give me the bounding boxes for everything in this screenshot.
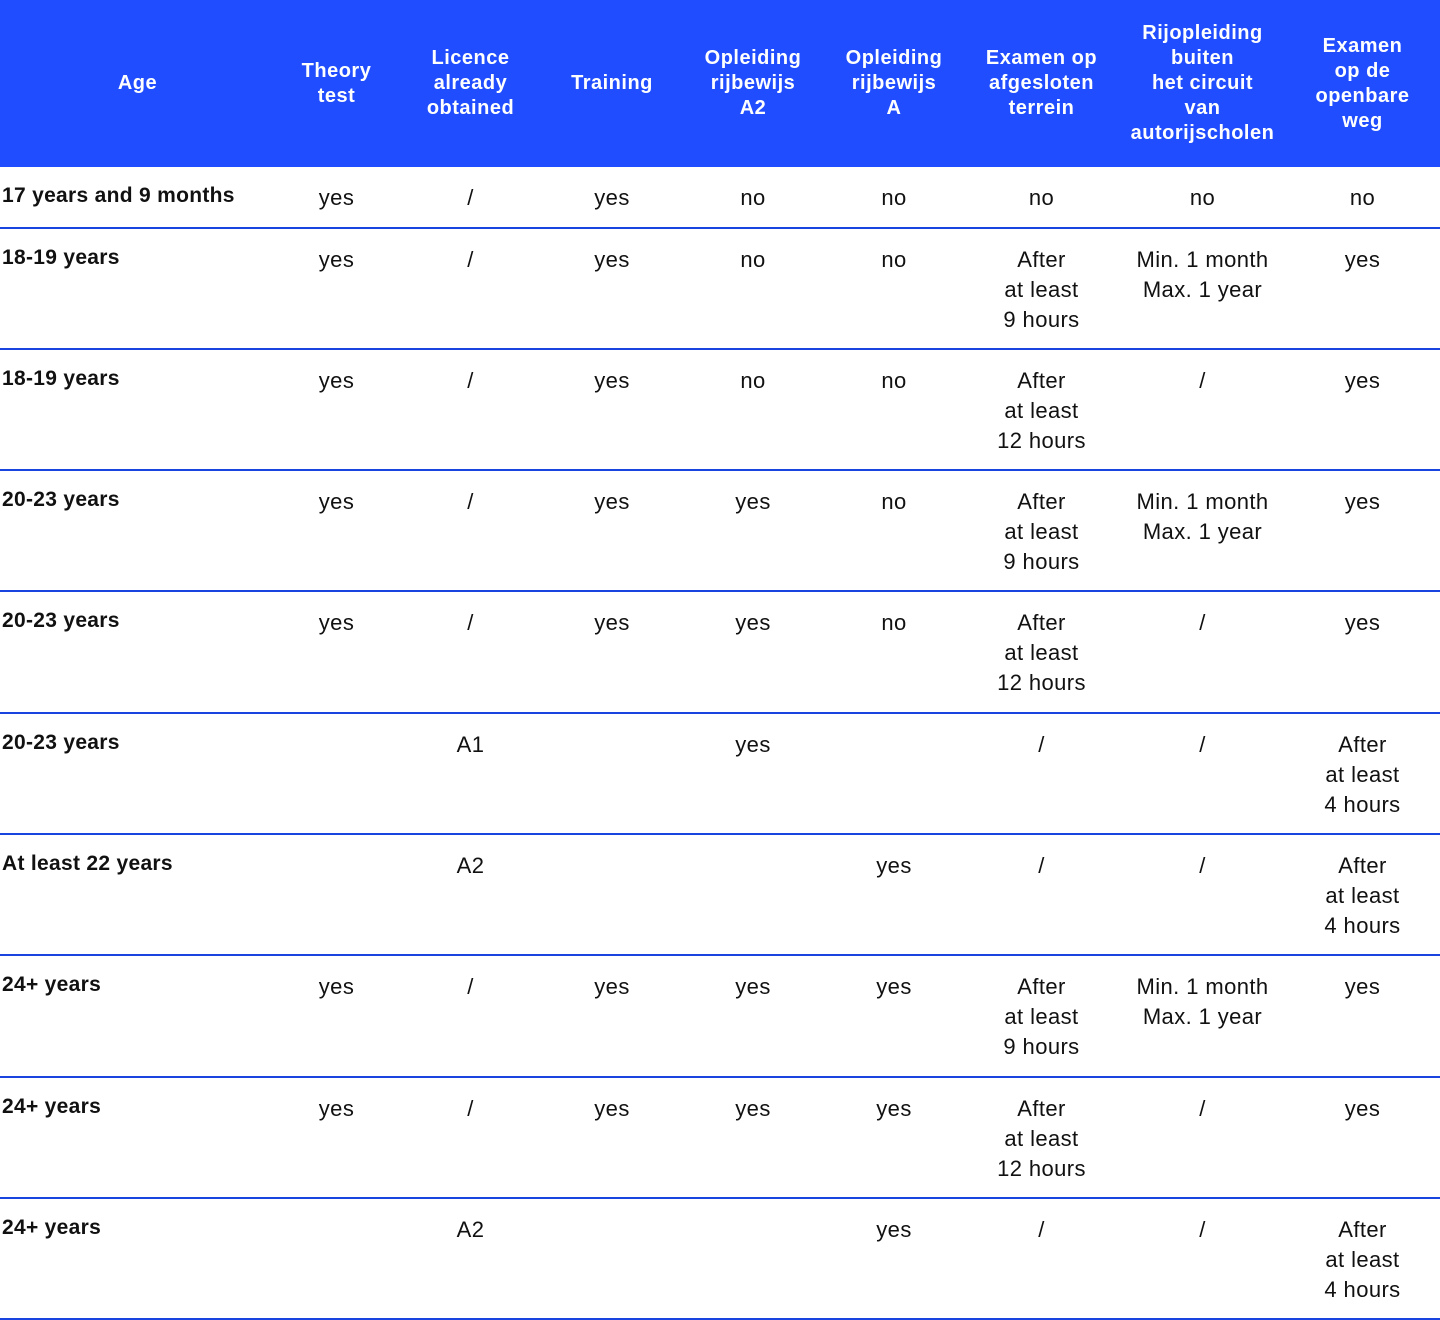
cell-age: 20-23 years [2, 731, 120, 754]
cell-opleiding-a: yes [876, 853, 912, 878]
cell-examen-afgesloten-terrein: After at least 9 hours [1003, 247, 1080, 332]
cell-age: At least 22 years [2, 852, 173, 875]
table-row [0, 167, 1440, 229]
cell-licence-already-obtained: / [467, 610, 474, 635]
header-examen-afgesloten-terrein: Examen op afgesloten terrein [985, 47, 1098, 119]
header-training: Training [571, 72, 653, 94]
table-row [0, 592, 1440, 714]
cell-training: yes [594, 489, 630, 514]
cell-examen-afgesloten-terrein: no [1028, 185, 1055, 210]
cell-theory-test: yes [318, 974, 355, 999]
cell-examen-openbare-weg: yes [1344, 974, 1381, 999]
cell-opleiding-a: no [881, 610, 907, 635]
cell-opleiding-a: yes [876, 974, 912, 999]
table-header [0, 0, 1440, 167]
cell-licence-already-obtained: / [467, 368, 474, 393]
table-row [0, 471, 1440, 592]
header-opleiding-a: Opleiding rijbewijs A [845, 47, 943, 119]
cell-opleiding-a2: no [740, 247, 766, 272]
cell-opleiding-a: no [881, 247, 907, 272]
cell-age: 17 years and 9 months [2, 184, 235, 207]
table-row [0, 714, 1440, 835]
cell-age: 24+ years [2, 1095, 102, 1118]
cell-training [543, 835, 681, 851]
cell-opleiding-a: no [881, 368, 907, 393]
cell-theory-test [275, 1199, 398, 1215]
cell-examen-afgesloten-terrein: After at least 9 hours [1003, 489, 1080, 574]
cell-licence-already-obtained: A1 [456, 732, 485, 757]
cell-age: 20-23 years [2, 488, 120, 511]
cell-examen-openbare-weg: no [1349, 185, 1376, 210]
cell-rijopleiding-buiten-circuit: / [1199, 610, 1206, 635]
cell-rijopleiding-buiten-circuit: / [1199, 853, 1206, 878]
cell-opleiding-a2: yes [735, 1096, 771, 1121]
header-opleiding-a2: Opleiding rijbewijs A2 [704, 47, 802, 119]
cell-theory-test: yes [318, 185, 355, 210]
cell-examen-openbare-weg: yes [1344, 610, 1381, 635]
cell-opleiding-a [825, 714, 963, 730]
cell-examen-afgesloten-terrein: / [1038, 732, 1045, 757]
cell-examen-openbare-weg: yes [1344, 1096, 1381, 1121]
header-theory-test: Theory test [301, 59, 372, 107]
cell-theory-test: yes [318, 610, 355, 635]
cell-age: 18-19 years [2, 367, 120, 390]
cell-opleiding-a2 [681, 835, 825, 851]
cell-examen-afgesloten-terrein: After at least 12 hours [997, 1096, 1086, 1181]
cell-rijopleiding-buiten-circuit: Min. 1 month Max. 1 year [1136, 489, 1269, 544]
cell-theory-test: yes [318, 1096, 355, 1121]
cell-rijopleiding-buiten-circuit: Min. 1 month Max. 1 year [1136, 247, 1269, 302]
cell-examen-afgesloten-terrein: / [1038, 853, 1045, 878]
cell-age: 18-19 years [2, 246, 120, 269]
cell-training [543, 714, 681, 730]
cell-training: yes [594, 1096, 630, 1121]
cell-licence-already-obtained: A2 [456, 853, 485, 878]
cell-licence-already-obtained: A2 [456, 1217, 485, 1242]
cell-examen-afgesloten-terrein: After at least 9 hours [1003, 974, 1080, 1059]
cell-examen-afgesloten-terrein: After at least 12 hours [997, 368, 1086, 453]
cell-licence-already-obtained: / [467, 489, 474, 514]
cell-licence-already-obtained: / [467, 185, 474, 210]
cell-licence-already-obtained: / [467, 1096, 474, 1121]
table-row [0, 350, 1440, 471]
cell-examen-openbare-weg: After at least 4 hours [1324, 732, 1401, 817]
cell-examen-afgesloten-terrein: After at least 12 hours [997, 610, 1086, 695]
cell-opleiding-a2 [681, 1199, 825, 1215]
table-row [0, 229, 1440, 350]
cell-training: yes [594, 247, 630, 272]
cell-licence-already-obtained: / [467, 247, 474, 272]
cell-training: yes [594, 610, 630, 635]
cell-rijopleiding-buiten-circuit: / [1199, 368, 1206, 393]
cell-opleiding-a2: yes [735, 489, 771, 514]
header-licence-already-obtained: Licence already obtained [426, 47, 515, 119]
cell-training: yes [594, 185, 630, 210]
header-age: Age [117, 72, 158, 94]
cell-training [543, 1199, 681, 1215]
cell-rijopleiding-buiten-circuit: / [1199, 1217, 1206, 1242]
cell-rijopleiding-buiten-circuit: / [1199, 732, 1206, 757]
cell-theory-test: yes [318, 489, 355, 514]
cell-licence-already-obtained: / [467, 974, 474, 999]
cell-examen-afgesloten-terrein: / [1038, 1217, 1045, 1242]
cell-theory-test [275, 835, 398, 851]
cell-rijopleiding-buiten-circuit: Min. 1 month Max. 1 year [1136, 974, 1269, 1029]
table-row [0, 1199, 1440, 1320]
cell-opleiding-a: no [881, 185, 907, 210]
cell-opleiding-a2: yes [735, 610, 771, 635]
cell-opleiding-a: yes [876, 1096, 912, 1121]
cell-age: 20-23 years [2, 609, 120, 632]
cell-examen-openbare-weg: yes [1344, 368, 1381, 393]
cell-theory-test: yes [318, 368, 355, 393]
table-row [0, 835, 1440, 956]
cell-rijopleiding-buiten-circuit: / [1199, 1096, 1206, 1121]
table-row [0, 956, 1440, 1078]
cell-theory-test: yes [318, 247, 355, 272]
cell-opleiding-a2: yes [735, 732, 771, 757]
cell-opleiding-a2: yes [735, 974, 771, 999]
cell-training: yes [594, 368, 630, 393]
cell-examen-openbare-weg: yes [1344, 247, 1381, 272]
cell-training: yes [594, 974, 630, 999]
cell-rijopleiding-buiten-circuit: no [1189, 185, 1216, 210]
cell-theory-test [275, 714, 398, 730]
cell-examen-openbare-weg: After at least 4 hours [1324, 853, 1401, 938]
header-examen-openbare-weg: Examen op de openbare weg [1315, 34, 1410, 132]
cell-opleiding-a2: no [740, 368, 766, 393]
cell-examen-openbare-weg: yes [1344, 489, 1381, 514]
header-rijopleiding-buiten-circuit: Rijopleiding buiten het circuit van autorijscholen [1130, 22, 1275, 144]
cell-age: 24+ years [2, 1216, 102, 1239]
table-row [0, 1078, 1440, 1199]
cell-age: 24+ years [2, 973, 102, 996]
cell-examen-openbare-weg: After at least 4 hours [1324, 1217, 1401, 1302]
cell-opleiding-a: no [881, 489, 907, 514]
cell-opleiding-a2: no [740, 185, 766, 210]
cell-opleiding-a: yes [876, 1217, 912, 1242]
